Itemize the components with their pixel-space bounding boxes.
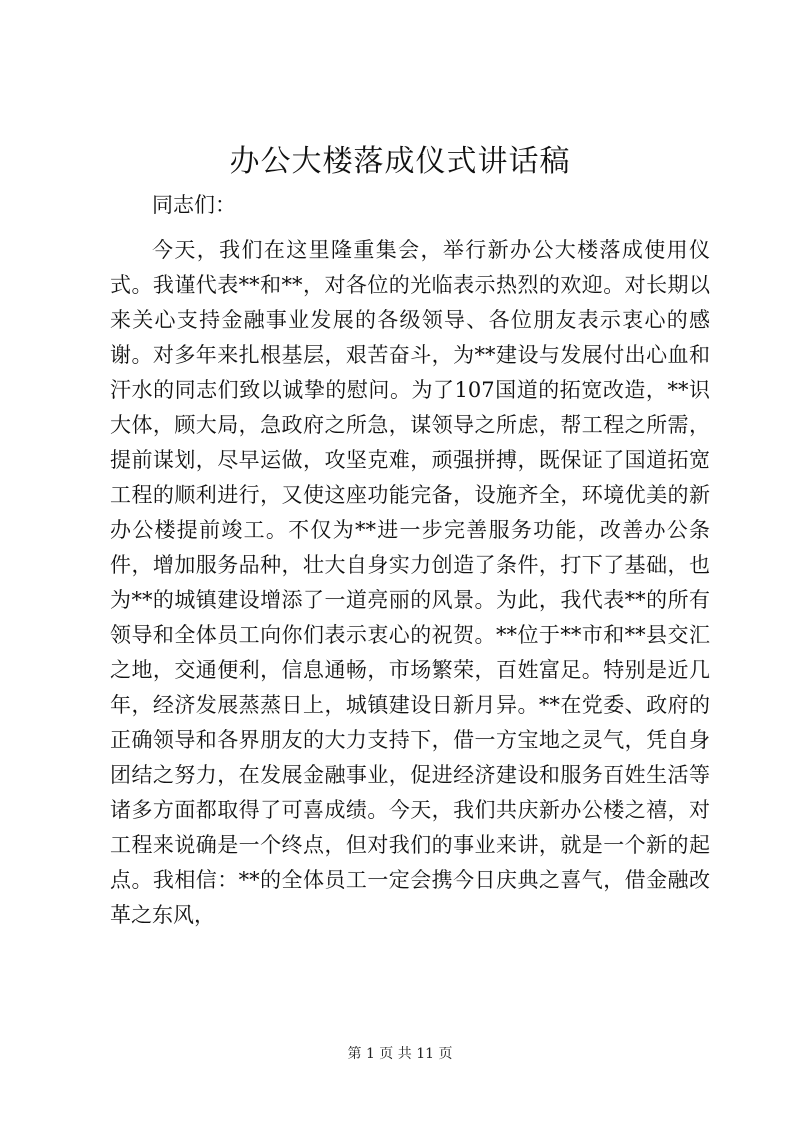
document-body — [110, 188, 710, 933]
page-footer: 第 1 页 共 11 页 — [347, 1046, 453, 1062]
salutation: 同志们： — [152, 193, 236, 217]
body-paragraph: 今天，我们在这里隆重集会，举行新办公大楼落成使用仪式。我谨代表**和**，对各位的光临表示热烈的欢迎。对长期以来关心支持金融事业发展的各级领导、各位朋友表示衷心的感谢。对多年来扎根基层，艰苦奋斗，为**建设与发展付出心血和汗水的同志们致以诚挚的慰问。为了107国道的拓宽改造，**识大体，顾大局，急政府之所急，谋领导之所虑，帮工程之所需，提前谋划，尽早运做，攻坚克难，顽强拼搏，既保证了国道拓宽工程的顺利进行，又使这座功能完备，设施齐全，环境优美的新办公楼提前竣工。不仅为**进一步完善服务功能，改善办公条件，增加服务品种，壮大自身实力创造了条件，打下了基础，也为**的城镇建设增添了一道亮丽的风景。为此，我代表**的所有领导和全体员工向你们表示衷心的祝贺。**位于**市和**县交汇之地，交通便利，信息通畅，市场繁荣，百姓富足。特别是近几年，经济发展蒸蒸日上，城镇建设日新月异。**在党委、政府的正确领导和各界朋友的大力支持下，借一方宝地之灵气，凭自身团结之努力，在发展金融事业，促进经济建设和服务百姓生活等诸多方面都取得了可喜成绩。今天，我们共庆新办公楼之禧，对工程来说确是一个终点，但对我们的事业来讲，就是一个新的起点。我相信：**的全体员工一定会携今日庆典之喜气，借金融改革之东风， — [110, 238, 710, 927]
document-title: 办公大楼落成仪式讲话稿 — [229, 144, 571, 179]
